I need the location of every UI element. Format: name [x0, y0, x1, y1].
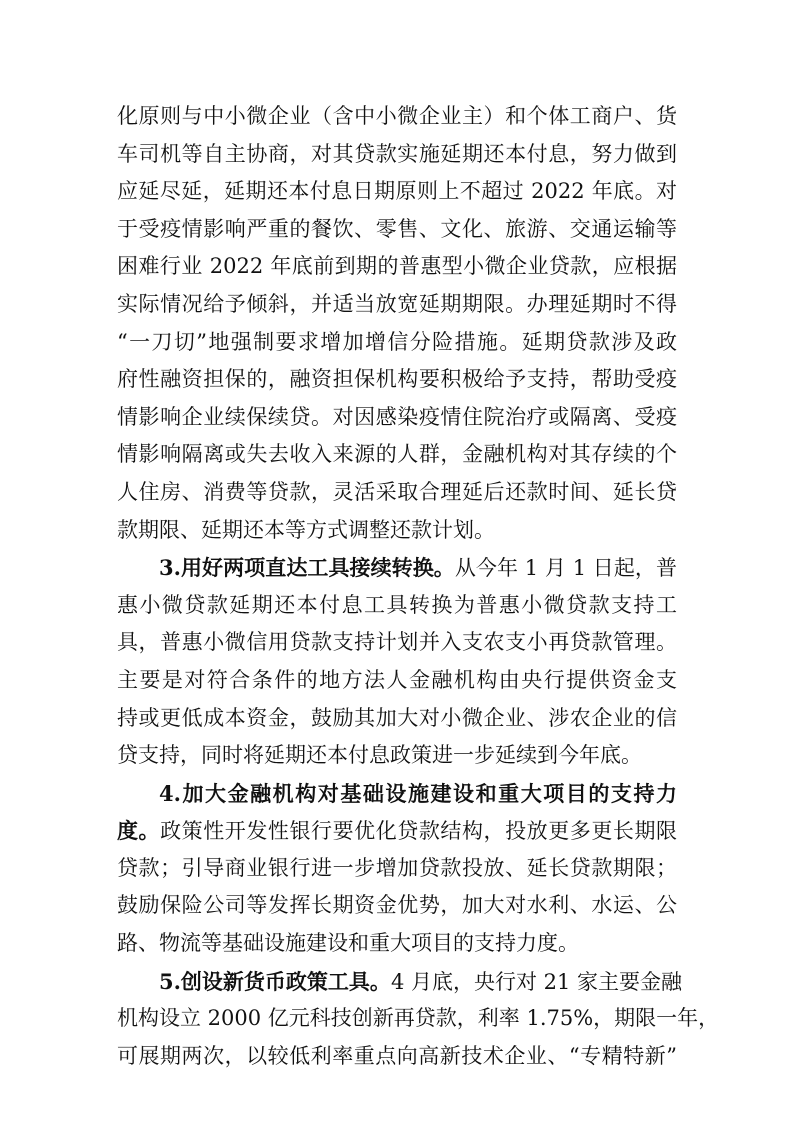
text-line	[117, 812, 677, 850]
section-heading-4: 4.加大金融机构对基础设施建设和重大项目的支持力	[159, 780, 677, 806]
text-line: 于受疫情影响严重的餐饮、零售、文化、旅游、交通运输等	[117, 216, 677, 241]
text-line: 款期限、延期还本等方式调整还款计划。	[117, 517, 495, 542]
text-line: 人住房、消费等贷款，灵活采取合理延后还款时间、延长贷	[117, 479, 677, 504]
text-line: 具，普惠小微信用贷款支持计划并入支农支小再贷款管理。	[117, 630, 677, 655]
text-line: “一刀切”地强制要求增加增信分险措施。延期贷款涉及政	[117, 329, 677, 354]
text-fragment: 从今年 1 月 1 日起，普	[454, 556, 677, 581]
text-line: 府性融资担保的，融资担保机构要积极给予支持，帮助受疫	[117, 367, 677, 392]
text-line: 车司机等自主协商，对其贷款实施延期还本付息，努力做到	[117, 141, 677, 166]
text-fragment: 4 月底，央行对 21 家主要金融	[390, 969, 683, 994]
document-body	[117, 98, 720, 1075]
text-line: 可展期两次，以较低利率重点向高新技术企业、“专精特新”	[117, 1043, 677, 1068]
text-fragment: 政策性开发性银行要优化贷款结构，投放更多更长期限	[160, 819, 678, 844]
text-line: 情影响隔离或失去收入来源的人群，金融机构对其存续的个	[117, 442, 677, 467]
text-line: 情影响企业续保续贷。对因感染疫情住院治疗或隔离、受疫	[117, 404, 677, 429]
text-line: 化原则与中小微企业（含中小微企业主）和个体工商户、货	[117, 104, 677, 128]
text-line: 困难行业 2022 年底前到期的普惠型小微企业贷款，应根据	[117, 254, 677, 279]
paragraph-infrastructure-support	[117, 775, 677, 963]
text-line: 应延尽延，延期还本付息日期原则上不超过 2022 年底。对	[117, 179, 677, 204]
paragraph-loan-extension	[117, 98, 677, 549]
section-heading-5: 5.创设新货币政策工具。	[159, 968, 391, 994]
section-heading-3: 3.用好两项直达工具接续转换。	[159, 555, 455, 581]
text-line: 主要是对符合条件的地方法人金融机构由央行提供资金支	[117, 667, 677, 692]
section-heading-4-cont: 度。	[117, 818, 161, 844]
text-line-first	[117, 549, 677, 587]
text-line: 实际情况给予倾斜，并适当放宽延期期限。办理延期时不得	[117, 291, 677, 316]
text-line: 贷款；引导商业银行进一步增加贷款投放、延长贷款期限；	[117, 855, 677, 880]
text-line: 路、物流等基础设施建设和重大项目的支持力度。	[117, 931, 579, 956]
text-line: 鼓励保险公司等发挥长期资金优势，加大对水利、水运、公	[117, 893, 677, 918]
text-line-first	[117, 963, 683, 1001]
text-line: 持或更低成本资金，鼓励其加大对小微企业、涉农企业的信	[117, 705, 677, 730]
text-line: 惠小微贷款延期还本付息工具转换为普惠小微贷款支持工	[117, 592, 677, 617]
text-line: 贷支持，同时将延期还本付息政策进一步延续到今年底。	[117, 743, 642, 768]
text-line: 机构设立 2000 亿元科技创新再贷款，利率 1.75%，期限一年，	[117, 1006, 720, 1031]
paragraph-direct-tools	[117, 549, 677, 775]
paragraph-new-policy-tools	[117, 963, 720, 1076]
